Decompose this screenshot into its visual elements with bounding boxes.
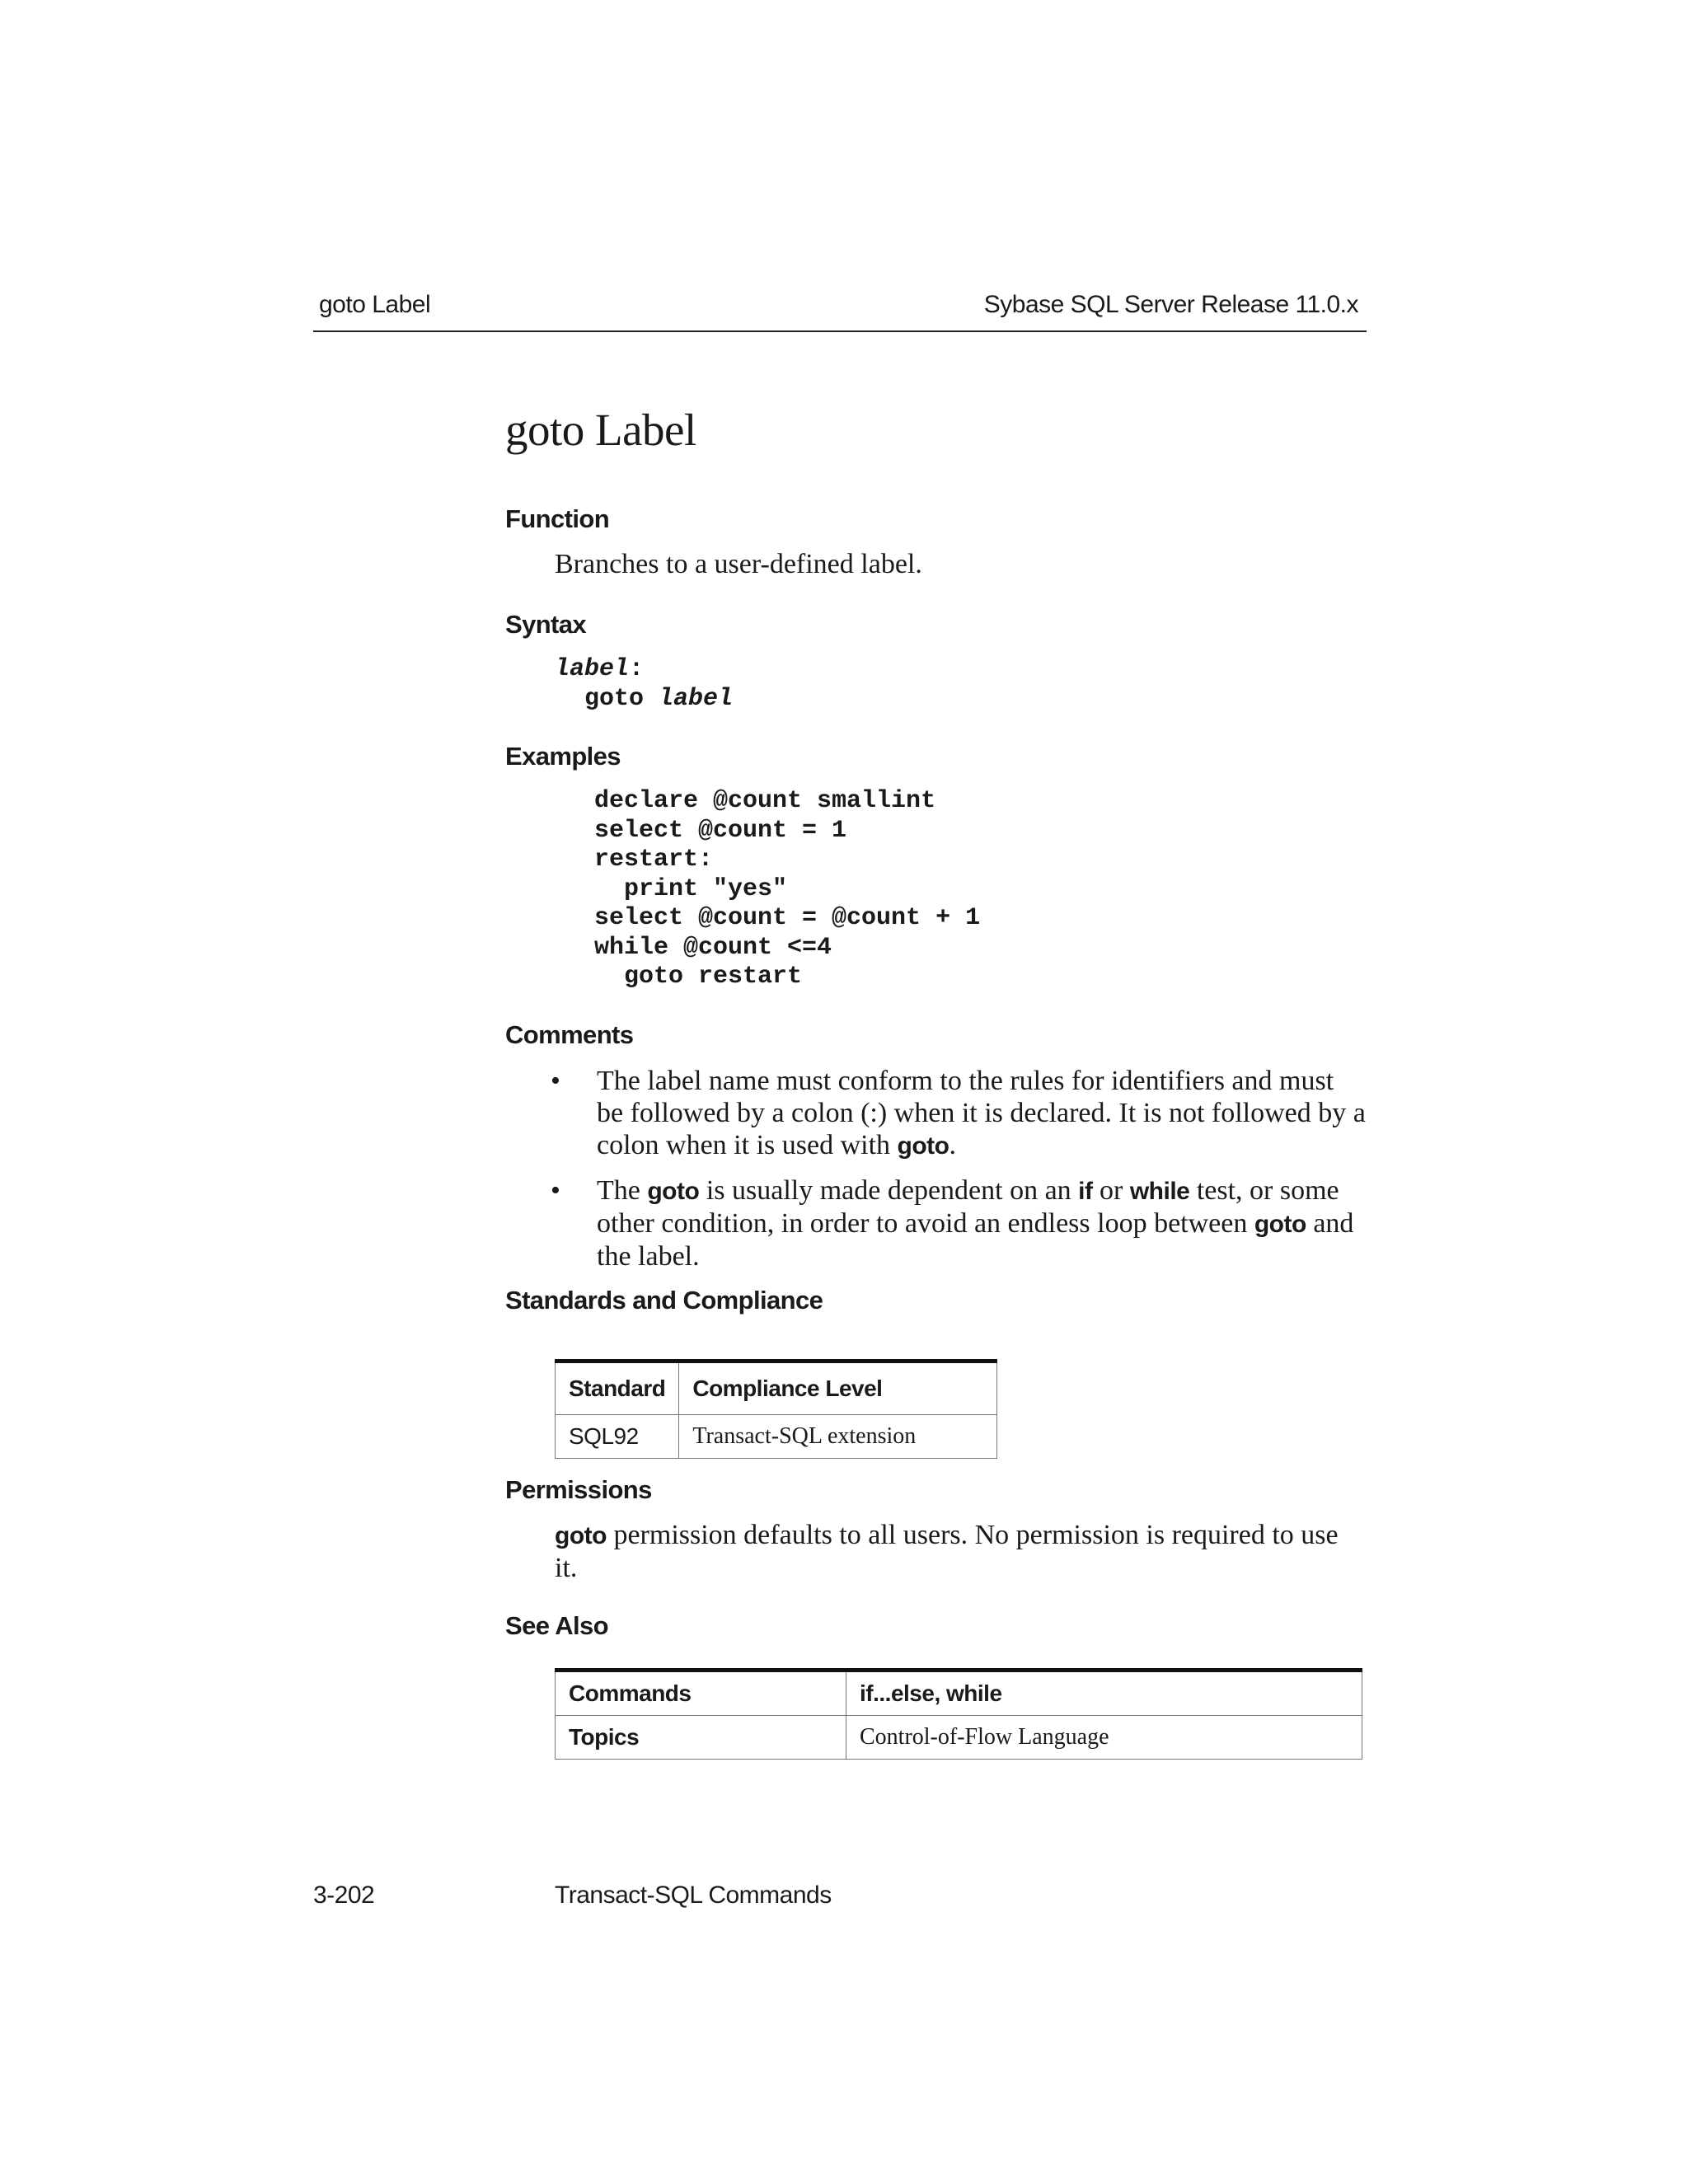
command-goto: goto (1254, 1211, 1306, 1238)
bullet-marker: • (551, 1175, 560, 1206)
permissions-text: permission defaults to all users. No permission is required to use it. (555, 1520, 1339, 1583)
command-goto: goto (555, 1522, 607, 1549)
standards-heading: Standards and Compliance (505, 1286, 823, 1315)
cell-topics-link[interactable]: Control-of-Flow Language (846, 1716, 1362, 1760)
comment-text: is usually made dependent on an (699, 1175, 1079, 1206)
see-also-heading: See Also (505, 1611, 608, 1640)
comment-item (551, 1174, 1367, 1272)
footer-title: Transact-SQL Commands (555, 1882, 832, 1909)
running-header-left: goto Label (319, 291, 431, 318)
command-if: if (1078, 1178, 1093, 1205)
examples-code: declare @count smallint select @count = 1 restart: print "yes" select @count = @count + 1 while @count <=4 goto restart (594, 787, 981, 991)
comments-list (551, 1065, 1367, 1285)
syntax-goto-label: label (659, 684, 734, 713)
cell-topics-label: Topics (556, 1716, 846, 1760)
table-header-row (556, 1361, 997, 1415)
comment-text: and the label. (597, 1208, 1354, 1272)
header-rule (313, 330, 1367, 332)
comment-text: or (1092, 1175, 1130, 1206)
command-while: while (1129, 1178, 1190, 1205)
examples-heading: Examples (505, 742, 621, 771)
column-header-standard: Standard (556, 1361, 679, 1415)
comment-text-end: . (949, 1130, 956, 1160)
running-header-right: Sybase SQL Server Release 11.0.x (983, 291, 1358, 318)
command-goto: goto (897, 1132, 950, 1160)
page-title: goto Label (505, 405, 696, 455)
comment-item (551, 1065, 1367, 1162)
syntax-heading: Syntax (505, 610, 587, 639)
comments-heading: Comments (505, 1020, 634, 1049)
bullet-marker: • (551, 1066, 560, 1096)
comment-text: The label name must conform to the rules for identifiers and must be followed by a colon (:) when it is declared. It is not followed by a colon when it is used with (597, 1066, 1366, 1160)
see-also-table (555, 1668, 1362, 1760)
function-heading: Function (505, 504, 610, 533)
footer-page-number: 3-202 (313, 1882, 375, 1909)
table-row (556, 1415, 997, 1459)
comment-text: The (597, 1175, 648, 1206)
table-row (556, 1716, 1362, 1760)
cell-commands-label: Commands (556, 1671, 846, 1716)
cell-compliance-level: Transact-SQL extension (679, 1415, 997, 1459)
function-text: Branches to a user-defined label. (555, 549, 922, 579)
table-row (556, 1671, 1362, 1716)
syntax-code (555, 655, 733, 714)
syntax-colon: : (629, 655, 645, 683)
column-header-compliance-level: Compliance Level (679, 1361, 997, 1415)
comment-text: test, or some other condition, in order to avoid an endless loop between (597, 1175, 1339, 1239)
standards-table (555, 1359, 997, 1459)
permissions-heading: Permissions (505, 1475, 652, 1504)
syntax-goto-keyword: goto (584, 684, 659, 713)
cell-commands-link[interactable]: if...else, while (846, 1671, 1362, 1716)
syntax-label-placeholder: label (555, 655, 630, 683)
cell-standard: SQL92 (556, 1415, 679, 1459)
permissions-text-block (555, 1519, 1367, 1584)
command-goto: goto (647, 1178, 700, 1205)
